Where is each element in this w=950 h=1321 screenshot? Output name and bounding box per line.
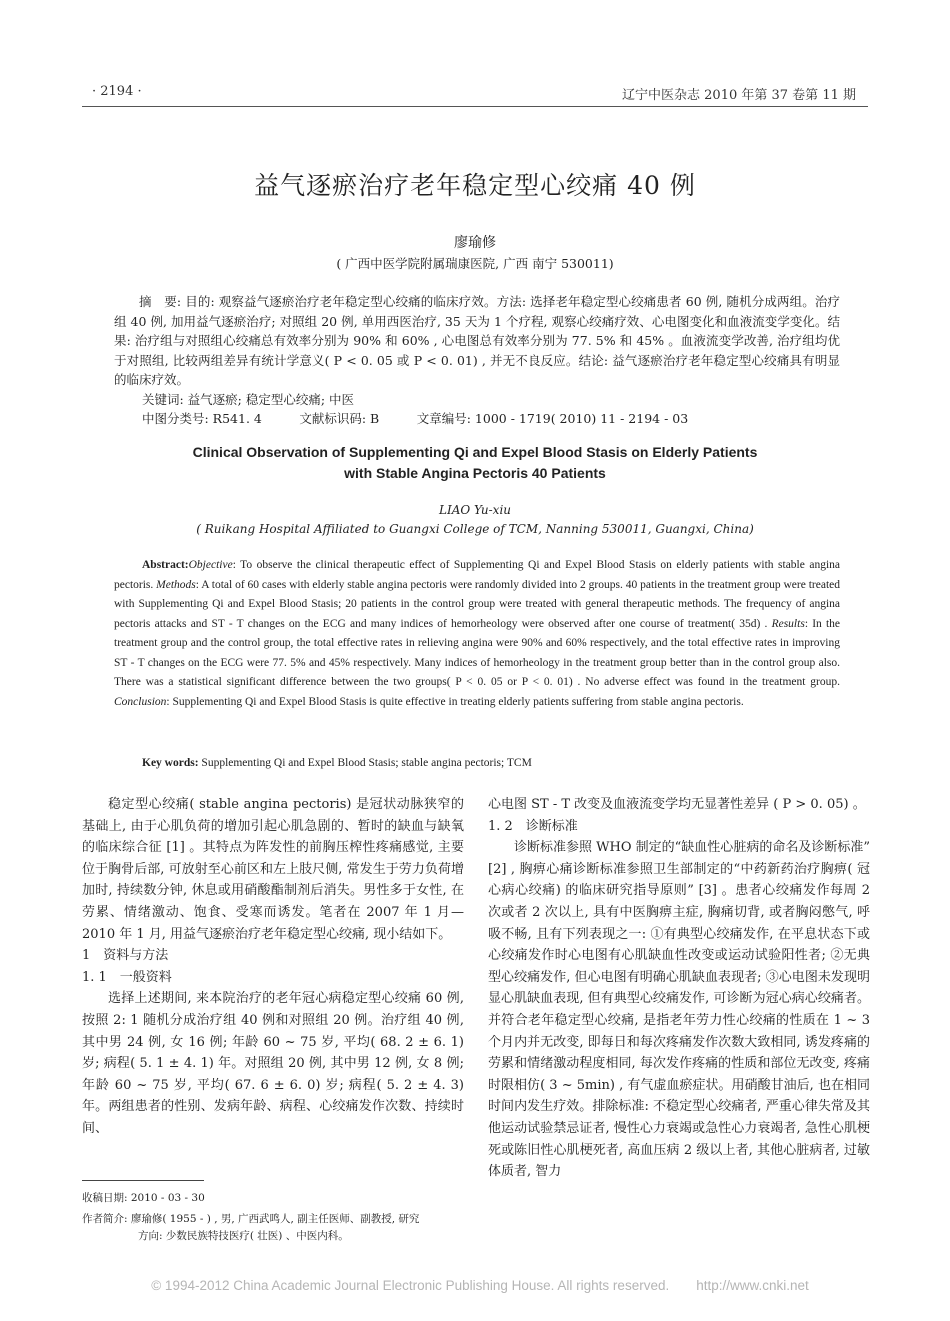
journal-header: 辽宁中医杂志 2010 年第 37 卷第 11 期 — [622, 88, 856, 103]
methods-text: : A total of 60 cases with elderly stable angina pectoris were randomly divided into 2 groups. 40 patients in the treatment group were treated with Supplementing Qi and Expel Blood Stasis; 20 patients in the control group were treated with general therapeutic methods. The frequency of angina pectoris attacks and ST - T changes on the ECG and many indices of hemorheology were observed after one course of treatment( 35d) . — [114, 578, 841, 630]
article-title-en — [0, 442, 950, 484]
body-column-right — [488, 794, 870, 1183]
conclusion-text: : Supplementing Qi and Expel Blood Stasis is quite effective in treating elderly patients suffering from stable angina pectoris. — [166, 695, 744, 708]
objective-text: : To observe the clinical therapeutic effect of Supplementing Qi and Expel Blood Stasis on elderly patients with stable angina pectoris. — [114, 559, 840, 591]
abstract-cn-text: 摘 要: 目的: 观察益气逐瘀治疗老年稳定型心绞痛的临床疗效。方法: 选择老年稳定型心绞痛患者 60 例, 随机分成两组。治疗组 40 例, 加用益气逐瘀治疗; 对照组 20 例, 单用西医治疗, 35 天为 1 个疗程, 观察心绞痛疗效、心电图变化和血液流变学变化。结果: 治疗组与对照组心绞痛总有效率分别为 90% 和 60% , 心电图总有效率分别为 77. 5% 和 45% 。血液流变学改善, 治疗组均优于对照组, 比较两组差异有统计学意义( P < 0. 05 或 P < 0. 01) , 并无不良反应。结论: 益气逐瘀治疗老年稳定型心绞痛具有明显的临床疗效。 — [114, 294, 840, 387]
footnote-author-bio: 作者简介: 廖瑜修( 1955 - ) , 男, 广西武鸣人, 副主任医师、副教授, 研究 — [82, 1213, 420, 1225]
author-cn: 廖瑜修 — [454, 235, 496, 251]
keywords-en-label: Key words: — [142, 757, 199, 769]
header-rule — [82, 106, 868, 107]
keywords-cn: 关键词: 益气逐瘀; 稳定型心绞痛; 中医 — [142, 391, 355, 407]
body-column-left — [82, 794, 464, 1140]
paragraph-1-1: 选择上述期间, 来本院治疗的老年冠心病稳定型心绞痛 60 例, 按照 2: 1 随机分成治疗组 40 例和对照组 20 例。治疗组 40 例, 其中男 24 例, 女 16 例; 年龄 60 ~ 75 岁, 平均( 68. 2 ± 6. 1) 岁; 病程( 5. 1 ± 4. 1) 年。对照组 20 例, 其中男 12 例, 女 8 例; 年龄 60 ~ 75 岁, 平均( 67. 6 ± 6. 0) 岁; 病程( 5. 2 ± 4. 3) 年。两组患者的性别、发病年龄、病程、心绞痛发作次数、持续时间、 — [82, 991, 464, 1136]
abstract-en — [114, 556, 840, 712]
author-en: LIAO Yu-xiu — [438, 503, 512, 517]
conclusion-label: Conclusion — [114, 695, 167, 708]
objective-label: Objective — [188, 559, 233, 571]
intro-paragraph: 稳定型心绞痛( stable angina pectoris) 是冠状动脉狭窄的基础上, 由于心肌负荷的增加引起心肌急剧的、暂时的缺血与缺氧的临床综合征 [1] 。其特点为阵发性的前胸压榨性疼痛感觉, 主要位于胸骨后部, 可放射至心前区和左上肢尺侧, 常发生于劳力负荷增加时, 持续数分钟, 休息或用硝酸酯制剂后消失。男性多于女性, 在劳累、情绪激动、饱食、受寒而诱发。笔者在 2007 年 1 月—2010 年 1 月, 用益气逐瘀治疗老年稳定型心绞痛, 现小结如下。 — [82, 797, 464, 942]
section-heading-1-1: 1. 1 一般资料 — [82, 969, 172, 985]
paragraph-1-2: 诊断标准参照 WHO 制定的“缺血性心脏病的命名及诊断标准” [2] , 胸痹心痛诊断标准参照卫生部制定的“中药新药治疗胸痹( 冠心病心绞痛) 的临床研究指导原则” [3] 。患者心绞痛发作每周 2 次或者 2 次以上, 具有中医胸痹主症, 胸痛切背, 或者胸闷憋气, 呼吸不畅, 且有下列表现之一: ①有典型心绞痛发作, 在平息状态下或心绞痛发作时心电图有心肌缺血性改变或运动试验阳性者; ②无典型心绞痛发作, 但心电图有明确心肌缺血表现者; ③心电图未发现明显心肌缺血表现, 但有典型心绞痛发作, 可诊断为冠心病心绞痛者。并符合老年稳定型心绞痛, 是指老年劳力性心绞痛的性质在 1 ~ 3 个月内并无改变, 即每日和每次疼痛发作次数大致相同, 诱发疼痛的劳累和情绪激动程度相同, 每次发作疼痛的性质和部位无改变, 疼痛时限相仿( 3 ~ 5min) , 有气虚血瘀症状。用硝酸甘油后, 也在相同时间内发生疗效。排除标准: 不稳定型心绞痛者, 严重心律失常及其他运动试验禁忌证者, 慢性心力衰竭或急性心力衰竭者, 急性心肌梗死或陈旧性心肌梗死者, 高血压病 2 级以上者, 其他心脏病者, 过敏体质者, 智力 — [488, 840, 870, 1180]
paragraph-continued: 心电图 ST - T 改变及血液流变学均无显著性差异 ( P > 0. 05) 。 — [488, 797, 866, 812]
classification-cn: 中图分类号: R541. 4 文献标识码: B 文章编号: 1000 - 1719( 2010) 11 - 2194 - 03 — [142, 411, 689, 426]
affiliation-cn: ( 广西中医学院附属瑞康医院, 广西 南宁 530011) — [336, 256, 614, 271]
copyright-watermark: © 1994-2012 China Academic Journal Electronic Publishing House. All rights reserved. http://www.cnki.net — [151, 1278, 809, 1293]
abstract-cn — [114, 292, 840, 429]
page-number: · 2194 · — [92, 84, 142, 99]
keywords-en-text: Supplementing Qi and Expel Blood Stasis; stable angina pectoris; TCM — [198, 757, 532, 769]
results-text: : In the treatment group and the control group, the total effective rates in relieving angina were 90% and 60% respectively, and the total effective rates in improving ST - T changes on the ECG were 77. 5% and 45% respectively. Many indices of hemorheology in the treatment group better than in the control group also. There was a statistical significant difference between the two groups( P < 0. 05 or P < 0. 01) . No adverse effect was found in the treatment group. — [114, 617, 840, 688]
keywords-en — [142, 757, 842, 769]
results-label: Results — [771, 617, 805, 630]
footnote-rule — [82, 1180, 204, 1181]
footnote-received: 收稿日期: 2010 - 03 - 30 — [82, 1192, 205, 1204]
section-heading-1: 1 资料与方法 — [82, 948, 169, 964]
article-title-cn: 益气逐瘀治疗老年稳定型心绞痛 40 例 — [254, 171, 696, 200]
affiliation-en: ( Ruikang Hospital Affiliated to Guangxi College of TCM, Nanning 530011, Guangxi, China) — [196, 522, 754, 536]
methods-label: Methods — [156, 578, 196, 591]
section-heading-1-2: 1. 2 诊断标准 — [488, 818, 578, 834]
footnote-author-bio-cont: 方向: 少数民族特技医疗( 壮医) 、中医内科。 — [138, 1230, 349, 1242]
title-en-line1: Clinical Observation of Supplementing Qi and Expel Blood Stasis on Elderly Patients — [192, 444, 758, 460]
abstract-en-label: Abstract: — [142, 559, 189, 571]
title-en-line2: with Stable Angina Pectoris 40 Patients — [344, 465, 606, 481]
